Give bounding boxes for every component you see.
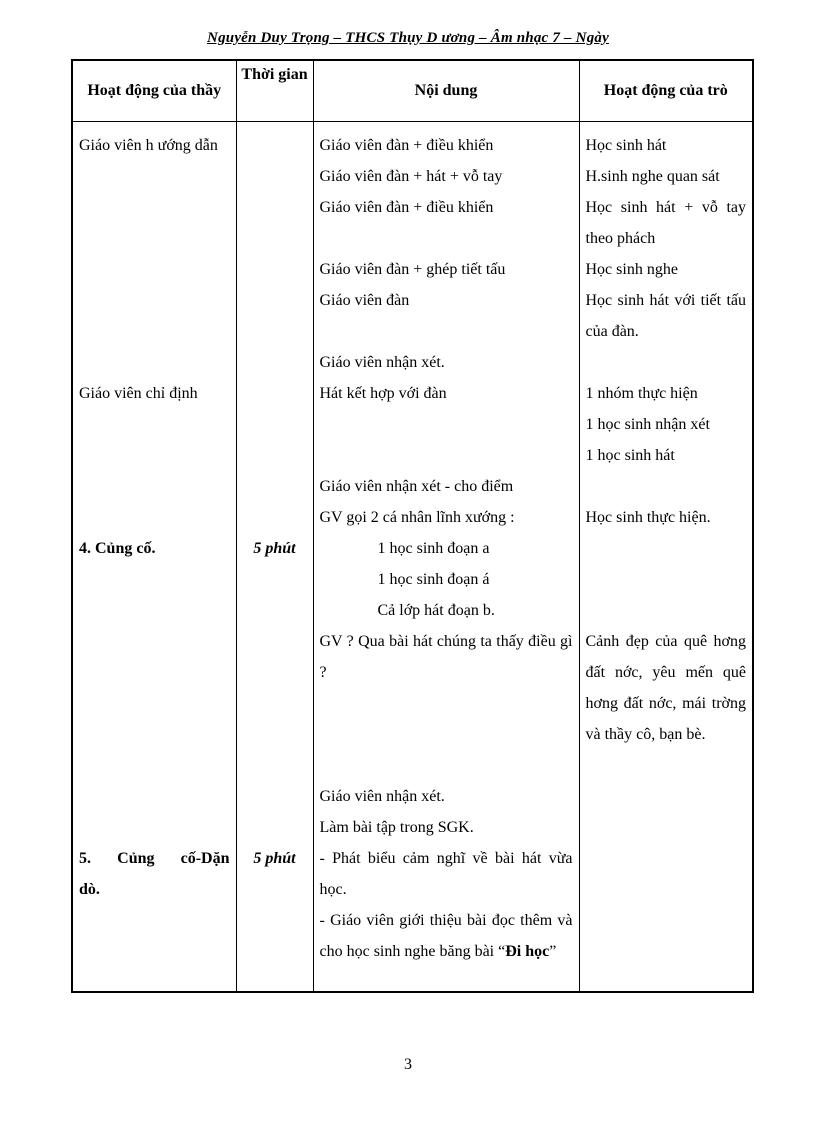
content-line: - Giáo viên giới thiệu bài đọc thêm và cho học sinh nghe băng bài “Đi học”	[319, 912, 573, 960]
content-line: GV gọi 2 cá nhân lĩnh xướng :	[319, 509, 515, 526]
section-heading-homework: 5. Củng cố-Dặn dò.	[79, 850, 230, 898]
column-header-teacher: Hoạt động của thầy	[72, 60, 236, 122]
column-header-time: Thời gian	[236, 60, 313, 122]
student-line: Học sinh hát + vỗ tay theo phách	[585, 199, 746, 247]
content-line: Làm bài tập trong SGK.	[319, 819, 474, 836]
content-line: Cả lớp hát đoạn b.	[377, 602, 495, 619]
page-number: 3	[404, 1056, 412, 1073]
table-header-row	[72, 60, 753, 122]
content-line: 1 học sinh đoạn á	[377, 571, 490, 588]
content-line: Giáo viên nhận xét - cho điểm	[319, 478, 514, 495]
student-line: H.sinh nghe quan sát	[585, 168, 720, 185]
column-header-content: Nội dung	[313, 60, 579, 122]
page-header: Nguyễn Duy Trọng – THCS Thụy D ương – Âm nhạc 7 – Ngày	[207, 30, 609, 46]
content-line: Giáo viên nhận xét.	[319, 354, 445, 371]
student-line: Học sinh hát	[585, 137, 667, 154]
content-line: GV ? Qua bài hát chúng ta thấy điều gì ?	[319, 633, 573, 681]
student-line: Học sinh hát với tiết tấu của đàn.	[585, 292, 746, 340]
lesson-plan-table	[71, 59, 754, 993]
section-heading-consolidation: 4. Củng cố.	[79, 540, 156, 557]
student-line: 1 học sinh hát	[585, 447, 675, 464]
student-activity-cell	[579, 122, 753, 992]
student-line: 1 nhóm thực hiện	[585, 385, 698, 402]
table-body-row	[72, 122, 753, 992]
content-line: Giáo viên nhận xét.	[319, 788, 445, 805]
content-line: Giáo viên đàn	[319, 292, 410, 309]
content-line: 1 học sinh đoạn a	[377, 540, 490, 557]
content-cell	[313, 122, 579, 992]
song-title: Đi học	[505, 943, 550, 960]
student-line: 1 học sinh nhận xét	[585, 416, 710, 433]
student-line: Cảnh đẹp của quê hơng đất nớc, yêu mến quê hơng đất nớc, mái trờng và thầy cô, bạn bè.	[585, 633, 746, 743]
content-line: Giáo viên đàn + điều khiển	[319, 137, 494, 154]
time-value: 5 phút	[253, 850, 296, 867]
content-line: - Phát biểu cảm nghĩ về bài hát vừa học.	[319, 850, 573, 898]
teacher-line: Giáo viên h ướng dẫn	[79, 137, 218, 154]
time-value: 5 phút	[253, 540, 296, 557]
content-line: Giáo viên đàn + hát + vỗ tay	[319, 168, 503, 185]
content-line: Hát kết hợp với đàn	[319, 385, 447, 402]
student-line: Học sinh nghe	[585, 261, 678, 278]
teacher-line: Giáo viên chỉ định	[79, 385, 198, 402]
content-line: Giáo viên đàn + ghép tiết tấu	[319, 261, 506, 278]
student-line: Học sinh thực hiện.	[585, 509, 711, 526]
content-line: Giáo viên đàn + điều khiển	[319, 199, 494, 216]
column-header-student: Hoạt động của trò	[579, 60, 753, 122]
time-cell	[236, 122, 313, 992]
teacher-activity-cell	[72, 122, 236, 992]
